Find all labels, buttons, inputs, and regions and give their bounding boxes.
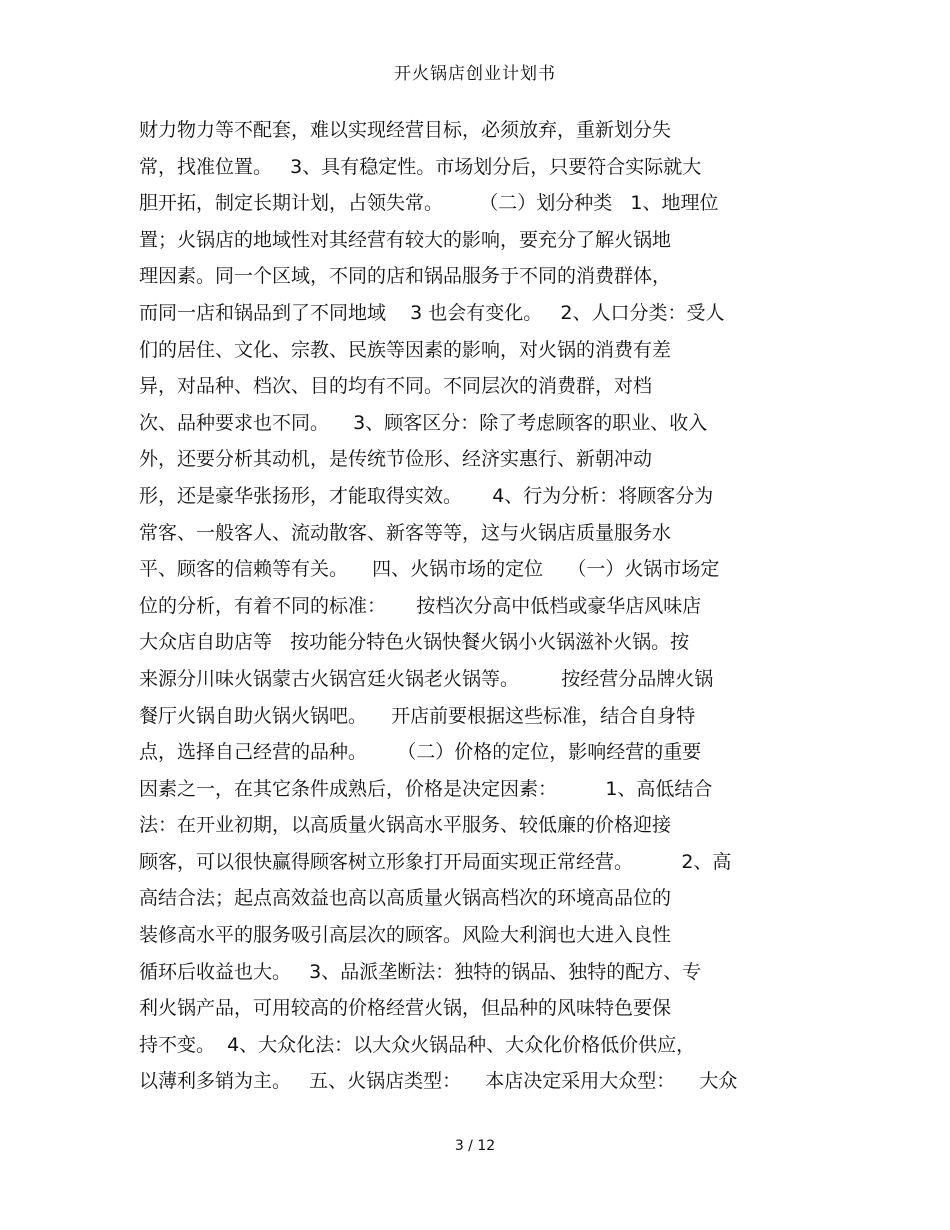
text-line: 胆开拓，制定长期计划，占领失常。 （二）划分种类 1、地理位 [139, 192, 719, 215]
text-line: 循环后收益也大。 3、品派垄断法：独特的锅品、独特的配方、专 [139, 960, 702, 983]
text-line: 异，对品种、档次、目的均有不同。不同层次的消费群，对档 [139, 375, 653, 398]
text-line: 置；火锅店的地域性对其经营有较大的影响，要充分了解火锅地 [139, 228, 672, 251]
text-line: 次、品种要求也不同。 3、顾客区分：除了考虑顾客的职业、收入 [139, 411, 708, 434]
text-line: 而同一店和锅品到了不同地域 3 也会有变化。 2、人口分类：受人 [139, 301, 725, 324]
text-line: 高结合法；起点高效益也高以高质量火锅高档次的环境高品位的 [139, 887, 672, 910]
page-number: 3 / 12 [454, 1138, 496, 1154]
text-line: 持不变。 4、大众化法：以大众火锅品种、大众化价格低价供应， [139, 1033, 696, 1056]
text-line: 点，选择自己经营的品种。 （二）价格的定位，影响经营的重要 [139, 741, 702, 764]
text-line: 来源分川味火锅蒙古火锅宫廷火锅老火锅等。 按经营分品牌火锅 [139, 667, 714, 690]
text-line: 理因素。同一个区域，不同的店和锅品服务于不同的消费群体， [139, 265, 672, 288]
text-line: 形，还是豪华张扬形，才能取得实效。 4、行为分析：将顾客分为 [139, 484, 714, 507]
text-line: 财力物力等不配套，难以实现经营目标，必须放弃，重新划分失 [139, 119, 672, 141]
text-line: 顾客，可以很快赢得顾客树立形象打开局面实现正常经营。 2、高 [139, 850, 732, 873]
text-line: 平、顾客的信赖等有关。 四、火锅市场的定位 （一）火锅市场定 [139, 558, 720, 581]
text-line: 利火锅产品，可用较高的价格经营火锅，但品种的风味特色要保 [139, 997, 672, 1020]
text-line: 因素之一，在其它条件成熟后，价格是决定因素： 1、高低结合 [139, 777, 713, 800]
text-line: 常，找准位置。 3、具有稳定性。市场划分后，只要符合实际就大 [139, 155, 702, 178]
text-line: 装修高水平的服务吸引高层次的顾客。风险大利润也大进入良性 [139, 924, 672, 947]
text-line: 法：在开业初期，以高质量火锅高水平服务、较低廉的价格迎接 [139, 814, 672, 837]
text-line: 外，还要分析其动机，是传统节俭形、经济实惠行、新朝冲动 [139, 448, 653, 471]
text-line: 常客、一般客人、流动散客、新客等等，这与火锅店质量服务水 [139, 521, 672, 544]
text-line: 以薄利多销为主。 五、火锅店类型： 本店决定采用大众型： 大众 [139, 1070, 738, 1093]
page-title: 开火锅店创业计划书 [394, 64, 556, 84]
text-line: 大众店自助店等 按功能分特色火锅快餐火锅小火锅滋补火锅。按 [139, 631, 690, 654]
text-line: 餐厅火锅自助火锅火锅吧。 开店前要根据这些标准，结合自身特 [139, 704, 696, 727]
text-line: 位的分析，有着不同的标准： 按档次分高中低档或豪华店风味店 [139, 594, 702, 617]
document-body [139, 112, 839, 1100]
text-line: 们的居住、文化、宗教、民族等因素的影响，对火锅的消费有差 [139, 338, 672, 361]
